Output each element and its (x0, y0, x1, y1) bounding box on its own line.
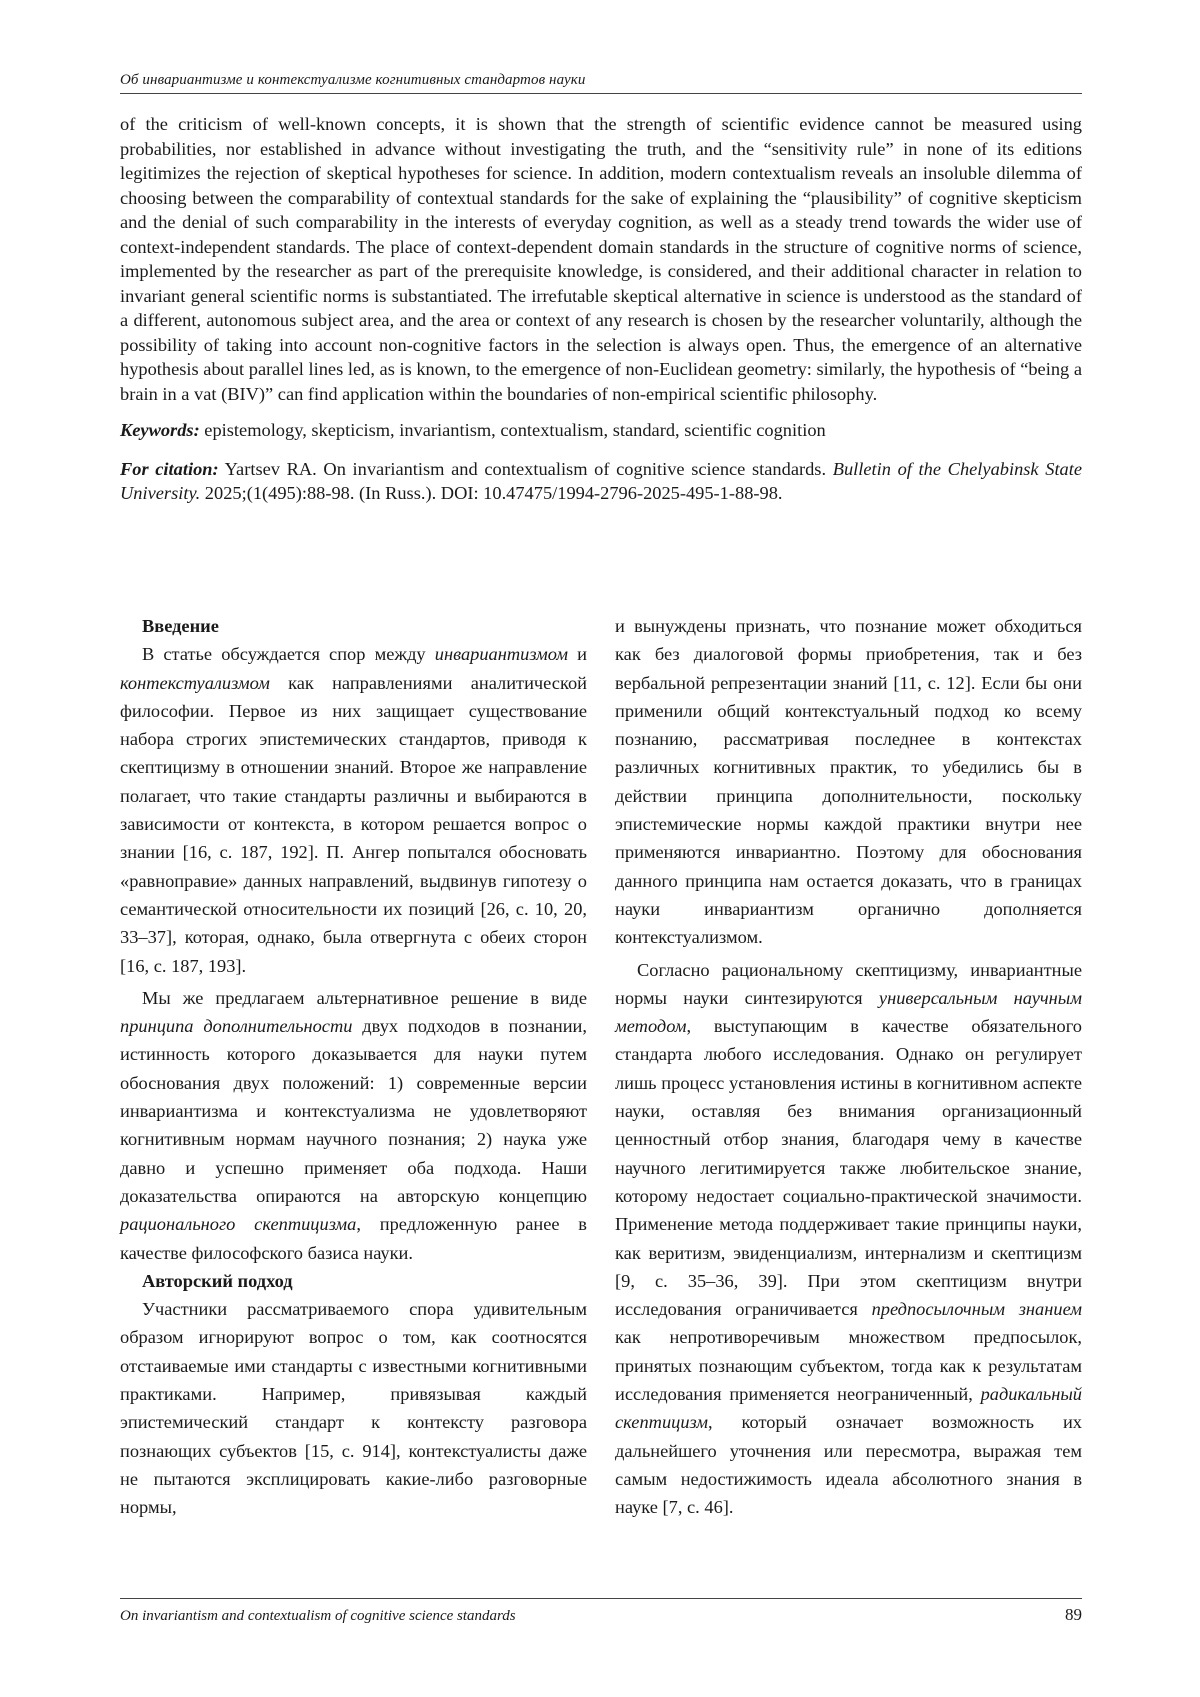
keywords-text: epistemology, skepticism, invariantism, contextualism, standard, scientific cognition (204, 420, 826, 440)
abstract (120, 112, 1082, 406)
italic-term: предпосылочным знанием (871, 1299, 1083, 1320)
citation (120, 457, 1082, 506)
abstract-text: of the criticism of well-known concepts, it is shown that the strength of scientific evidence cannot be measured using probabilities, nor established in advance without investigating the truth, and the “sensitivity rule” in none of its editions legitimizes the rejection of skeptical hypotheses for science. In addition, modern contextualism reveals an insoluble dilemma of choosing between the comparability of contextual standards for the sake of explaining the “plausibility” of cognitive skepticism and the denial of such comparability in the interests of everyday cognition, as well as a steady trend towards the wider use of context-independent standards. The place of context-dependent domain standards in the structure of cognitive norms of science, implemented by the researcher as part of the prerequisite knowledge, is considered, and their additional character in relation to invariant general scientific norms is substantiated. The irrefutable skeptical alternative in science is understood as the standard of a different, autonomous subject area, and the area or context of any research is chosen by the researcher voluntarily, although the possibility of taking into account non-cognitive factors in the selection is always open. Thus, the emergence of an alternative hypothesis about parallel lines led, as is known, to the emergence of non-Euclidean geometry: similarly, the hypothesis of “being a brain in a vat (BIV)” can find application within the boundaries of non-empirical scientific philosophy. (120, 114, 1082, 404)
text-run: Мы же предлагаем альтернативное решение в виде (142, 987, 587, 1008)
heading-author-approach: Авторский подход (142, 1270, 293, 1291)
text-run: двух подходов в познании, истинность которого доказывается для науки путем обоснования двух положений: 1) современные версии инвариантизма и контекстуализма не удовлетворяют когнитивным нормам научного познания; 2) наука уже давно и успешно применяет оба подхода. Наши доказательства опираются на авторскую концепцию (120, 1016, 587, 1206)
italic-term: универсальным научным методом (615, 987, 1082, 1037)
left-column (120, 612, 587, 1522)
citation-label: For citation: (120, 458, 219, 479)
footer-title: On invariantism and contextualism of cognitive science standards (120, 1608, 516, 1624)
text-run: , выступающим в качестве обязательного стандарта любого исследования. Однако он регулирует лишь процесс установления истины в когнитивном аспекте науки, оставляя без внимания организационный ценностный отбор знания, благодаря чему в качестве научного легитимируется также любительское знание, которому недостает социально-практической значимости. Применение метода поддерживает такие принципы науки, как веритизм, эвиденциализм, интернализм и скептицизм [9, с. 35–36, 39]. При этом скептицизм внутри исследования ограничивается (615, 1016, 1082, 1320)
italic-term: контекстуализмом (120, 672, 270, 693)
body-columns (120, 612, 1082, 1522)
paragraph (615, 956, 1082, 1522)
text-run: и (568, 644, 587, 665)
paragraph (120, 984, 587, 1267)
paragraph: и вынуждены признать, что познание может обходиться как без диалоговой формы приобретения, так и без вербальной репрезентации знаний [11, с. 12]. Если бы они применили общий контекстуальный подход ко всему познанию, рассматривая последнее в контекстах различных когнитивных практик, то убедились бы в действии принципа дополнительности, поскольку эпистемические нормы каждой практики внутри нее применяются инвариантно. Поэтому для обоснования данного принципа нам остается доказать, что в границах науки инвариантизм органично дополняется контекстуализмом. (615, 616, 1082, 948)
keywords-label: Keywords: (120, 420, 200, 440)
italic-term: радикальный скептицизм (615, 1384, 1082, 1433)
italic-term: инвариантизмом (434, 644, 569, 665)
text-run: Согласно рациональному скептицизму, инвариантные нормы науки синтезируются (615, 959, 1082, 1008)
italic-term: рационального скептицизма (120, 1214, 357, 1235)
paragraph (120, 640, 587, 980)
heading-introduction: Введение (142, 616, 219, 636)
text-run: как непротиворечивым множеством предпосылок, принятых познающим субъектом, тогда как к результатам исследования применяется неограниченный, (615, 1327, 1082, 1405)
running-title: Об инвариантизме и контекстуализме когнитивных стандартов науки (120, 72, 1082, 94)
citation-text-before: Yartsev RA. On invariantism and contextualism of cognitive science standards. (224, 458, 833, 479)
text-run: как направлениями аналитической философии. Первое из них защищает существование набора строгих эпистемических стандартов, приводя к скептицизму в отношении знаний. Второе же направление полагает, что такие стандарты различны и выбираются в зависимости от контекста, в котором решается вопрос о знании [16, с. 187, 192]. П. Ангер попытался обосновать «равноправие» данных направлений, выдвинув гипотезу о семантической относительности их позиций [26, с. 10, 20, 33–37], которая, однако, была отвергнута с обеих сторон [16, с. 187, 193]. (120, 672, 587, 976)
italic-term: принципа дополнительности (120, 1016, 353, 1037)
keywords (120, 418, 1082, 443)
page-number: 89 (1065, 1605, 1082, 1624)
right-column (615, 612, 1082, 1522)
text-run: , который означает возможность их дальнейшего уточнения или пересмотра, выражая тем самым недостижимость идеала абсолютного знания в науке [7, с. 46]. (615, 1412, 1082, 1518)
paragraph: Участники рассматриваемого спора удивительным образом игнорируют вопрос о том, как соотносятся отстаиваемые ими стандарты с известными когнитивными практиками. Например, привязывая каждый эпистемический стандарт к контексту разговора познающих субъектов [15, с. 914], контекстуалисты даже не пытаются эксплицировать какие-либо разговорные нормы, (120, 1299, 587, 1518)
text-run: В статье обсуждается спор между (142, 644, 435, 665)
page (120, 72, 1083, 1518)
text-run: , предложенную ранее в качестве философского базиса науки. (120, 1214, 587, 1263)
citation-journal: Bulletin of the Chelyabinsk State University. (120, 458, 1083, 503)
page-footer (120, 1598, 1082, 1625)
citation-text-after: 2025;(1(495):88-98. (In Russ.). DOI: 10.47475/1994-2796-2025-495-1-88-98. (200, 483, 783, 503)
